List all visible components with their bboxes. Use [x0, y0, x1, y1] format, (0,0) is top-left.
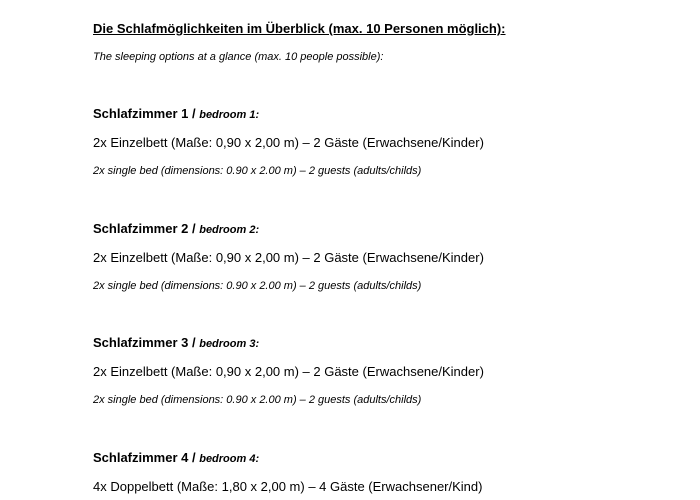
room-description-en: 2x single bed (dimensions: 0.90 x 2.00 m) – 2 guests (adults/childs) — [93, 280, 422, 292]
room-section-4 — [93, 450, 673, 494]
room-section-1 — [93, 106, 673, 177]
room-description-de: 2x Einzelbett (Maße: 0,90 x 2,00 m) – 2 Gäste (Erwachsene/Kinder) — [93, 364, 484, 379]
room-title-de: Schlafzimmer 4 — [93, 450, 189, 465]
room-title-separator: / — [188, 106, 200, 121]
document-heading: Die Schlafmöglichkeiten im Überblick (max. 10 Personen möglich): — [93, 21, 506, 36]
room-title-separator: / — [188, 450, 200, 465]
room-title-de: Schlafzimmer 2 — [93, 221, 189, 236]
room-title-separator: / — [188, 221, 200, 236]
room-title — [93, 221, 673, 239]
room-section-3 — [93, 335, 673, 406]
room-title-de: Schlafzimmer 1 — [93, 106, 189, 121]
room-title-en: bedroom 4: — [199, 453, 260, 465]
room-title-separator: / — [188, 335, 200, 350]
room-description-en: 2x single bed (dimensions: 0.90 x 2.00 m) – 2 guests (adults/childs) — [93, 165, 422, 177]
room-title — [93, 106, 673, 124]
room-title-en: bedroom 3: — [199, 338, 260, 350]
room-description-de: 2x Einzelbett (Maße: 0,90 x 2,00 m) – 2 Gäste (Erwachsene/Kinder) — [93, 135, 484, 150]
room-title-en: bedroom 1: — [199, 109, 260, 121]
room-description-de: 4x Doppelbett (Maße: 1,80 x 2,00 m) – 4 Gäste (Erwachsener/Kind) — [93, 479, 483, 494]
room-description-en: 2x single bed (dimensions: 0.90 x 2.00 m) – 2 guests (adults/childs) — [93, 394, 422, 406]
room-title-en: bedroom 2: — [199, 224, 260, 236]
room-section-2 — [93, 221, 673, 292]
room-title-de: Schlafzimmer 3 — [93, 335, 189, 350]
room-title — [93, 450, 673, 468]
room-description-de: 2x Einzelbett (Maße: 0,90 x 2,00 m) – 2 Gäste (Erwachsene/Kinder) — [93, 250, 484, 265]
room-title — [93, 335, 673, 353]
document-subheading: The sleeping options at a glance (max. 10 people possible): — [93, 51, 384, 63]
